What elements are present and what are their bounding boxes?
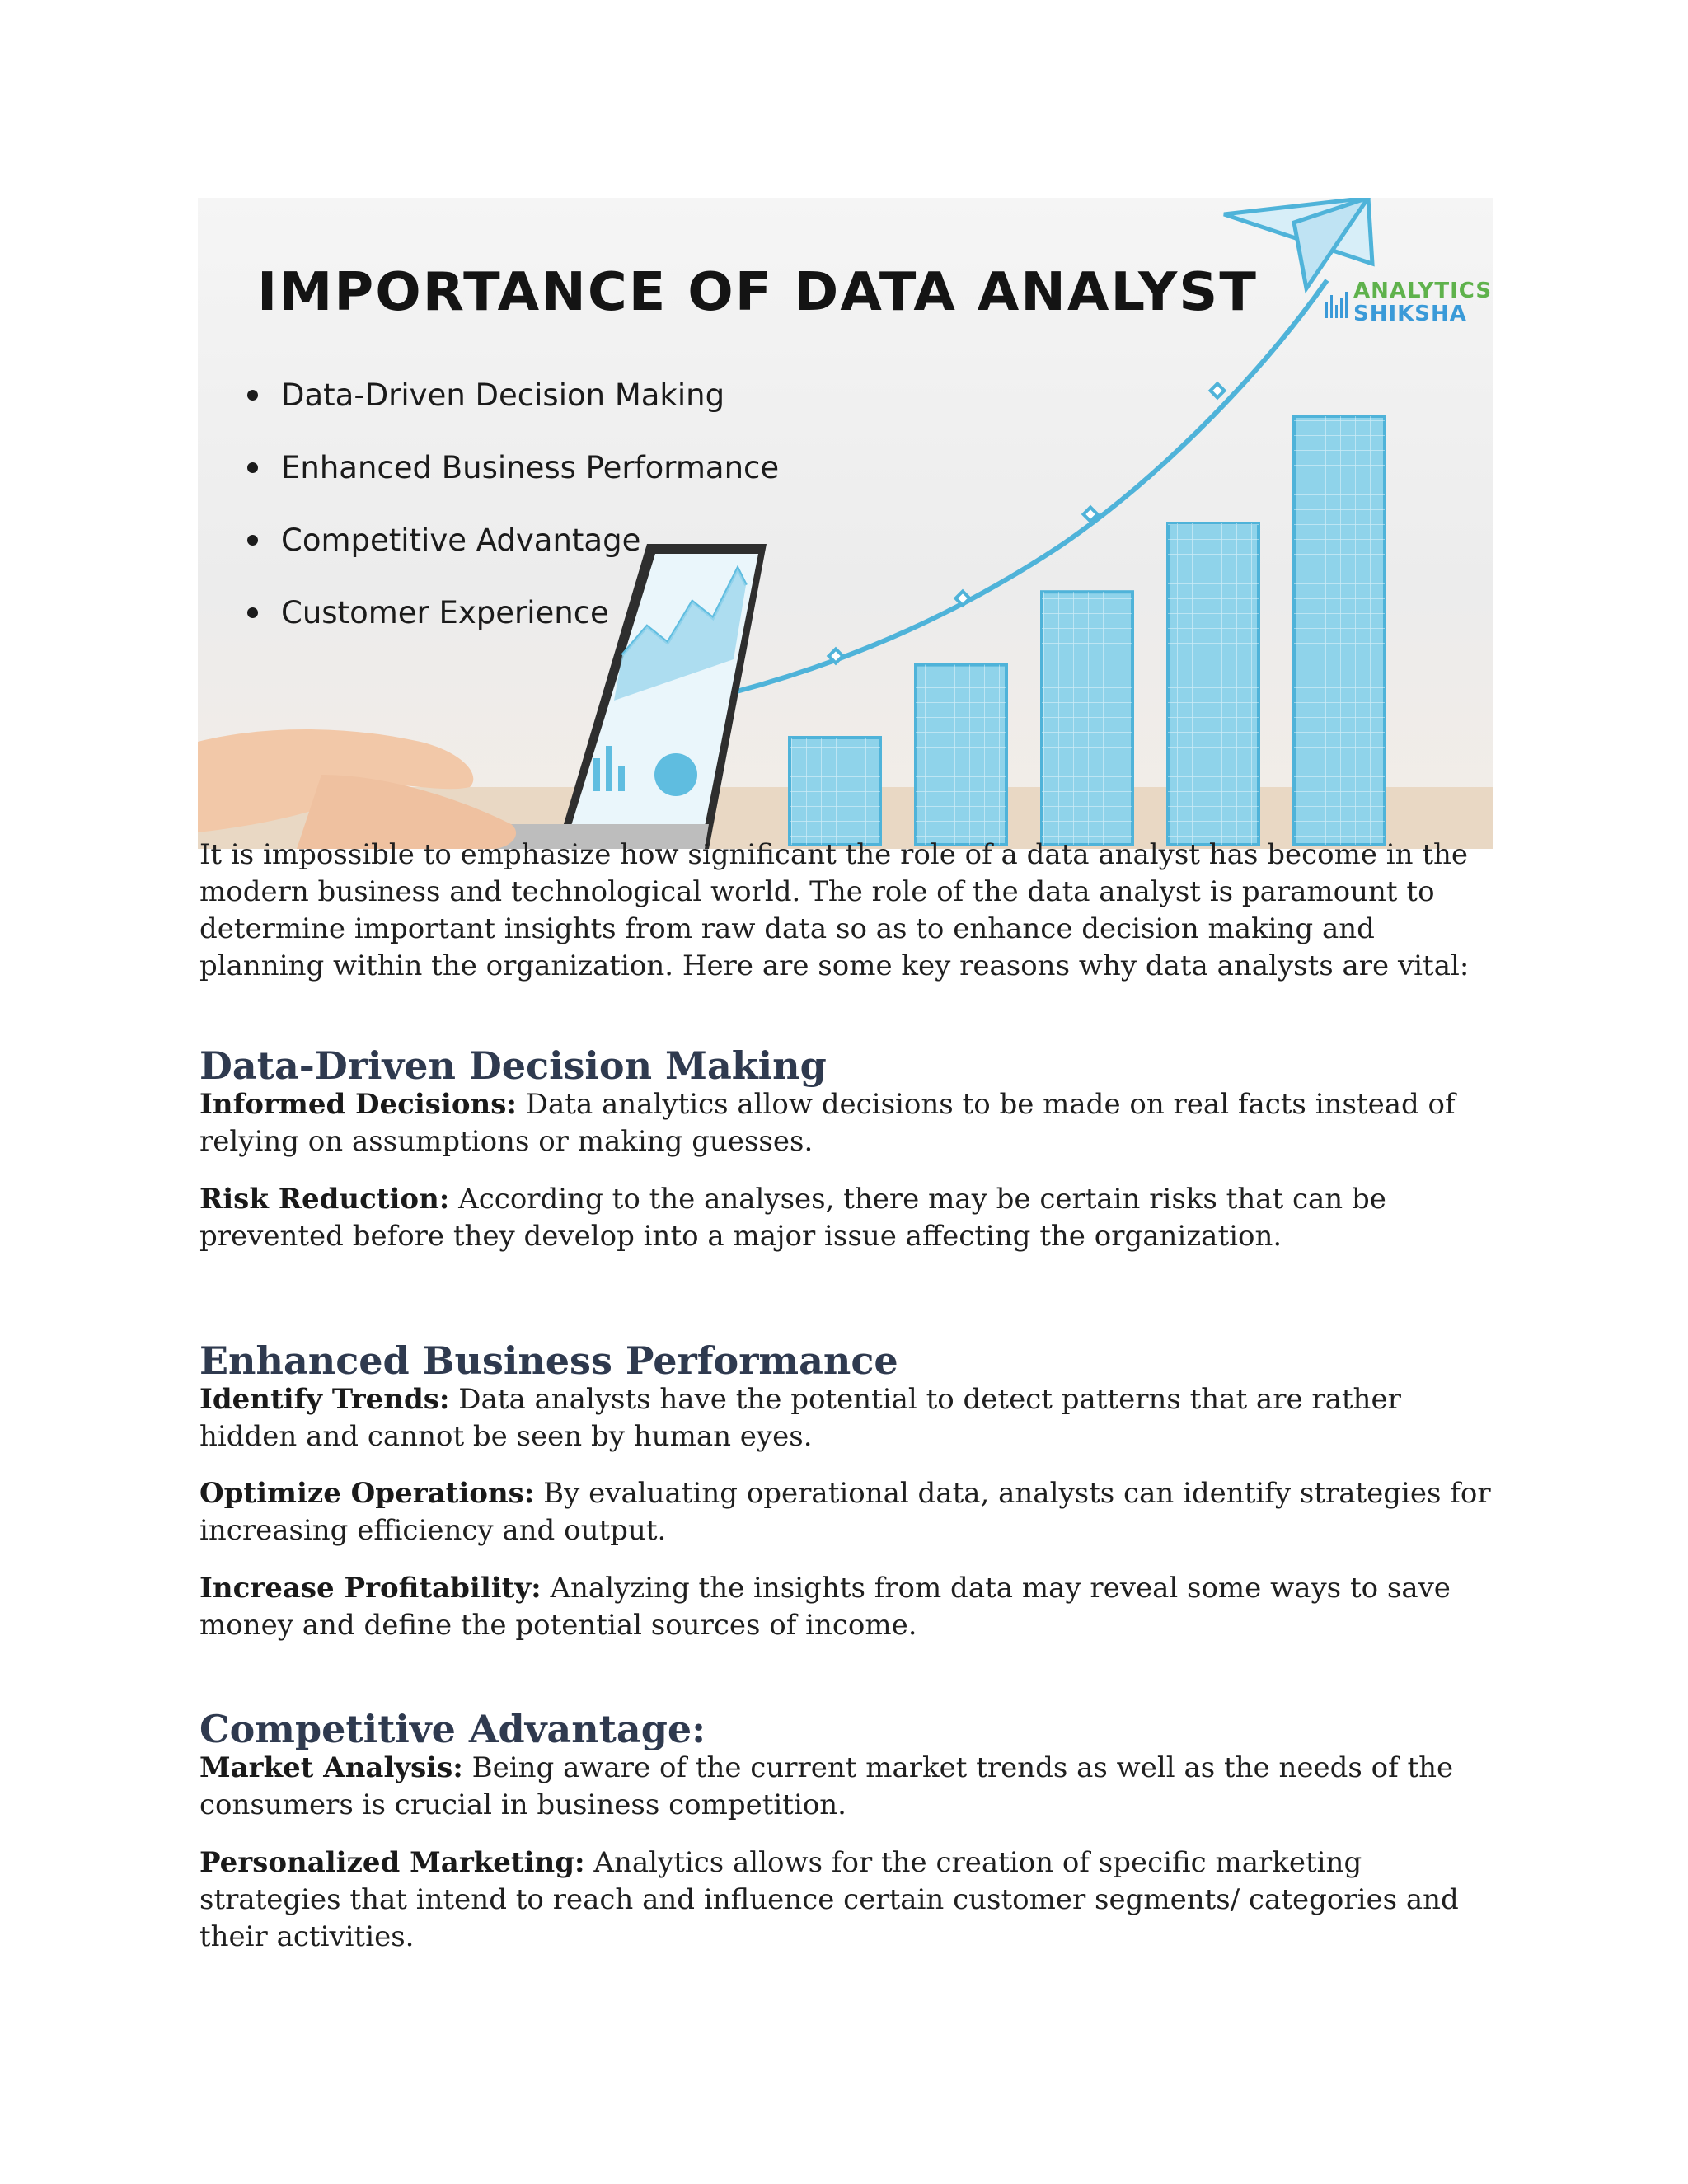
- analytics-shiksha-logo: [1325, 279, 1493, 328]
- banner-bar-grid: [1042, 592, 1132, 845]
- section-heading: Data-Driven Decision Making: [199, 1043, 827, 1088]
- section-heading: Enhanced Business Performance: [199, 1338, 898, 1383]
- logo-text-top: ANALYTICS: [1353, 279, 1493, 303]
- section-paragraph: Personalized Marketing: Analytics allows for the creation of specific marketing strategies that intend to reach and influence certain customer segments/ categories and their activities.: [199, 1846, 1459, 1953]
- banner-bullet: Data-Driven Decision Making: [247, 359, 779, 431]
- banner-bar-grid: [790, 738, 880, 845]
- banner-bar-grid: [916, 665, 1006, 845]
- banner-bar-grid: [1294, 416, 1385, 845]
- intro-paragraph: It is impossible to emphasize how significant the role of a data analyst has become in the modern business and technological world. The role of the data analyst is paramount to determine important insights from raw data so as to enhance decision making and planning within the organization. Here are some key reasons why data analysts are vital:: [199, 838, 1470, 982]
- bar-chart-graphic: [790, 416, 1385, 845]
- bullet-icon: [247, 607, 258, 618]
- curve-markers: [829, 384, 1225, 663]
- banner-bullet: Enhanced Business Performance: [247, 431, 779, 504]
- bullet-icon: [247, 462, 258, 473]
- bullet-icon: [247, 535, 258, 546]
- banner-bar-grid: [1168, 523, 1259, 845]
- section-paragraph: Informed Decisions: Data analytics allow decisions to be made on real facts instead of relying on assumptions or making guesses.: [199, 1088, 1456, 1158]
- section-paragraph: Increase Profitability: Analyzing the insights from data may reveal some ways to save money and define the potential sources of income.: [199, 1572, 1451, 1642]
- bullet-icon: [247, 390, 258, 401]
- section-paragraph: Risk Reduction: According to the analyses, there may be certain risks that can be prevented before they develop into a major issue affecting the organization.: [199, 1183, 1386, 1253]
- section-paragraph: Identify Trends: Data analysts have the potential to detect patterns that are rather hidden and cannot be seen by human eyes.: [199, 1383, 1401, 1453]
- banner-bullet: Customer Experience: [247, 576, 779, 649]
- banner-title: IMPORTANCE OF DATA ANALYST: [257, 262, 1258, 323]
- section-paragraph: Optimize Operations: By evaluating operational data, analysts can identify strategies for increasing efficiency and output.: [199, 1477, 1491, 1547]
- section-heading: Competitive Advantage:: [199, 1707, 706, 1751]
- section-paragraph: Market Analysis: Being aware of the current market trends as well as the needs of the consumers is crucial in business competition.: [199, 1751, 1454, 1821]
- banner-bullet: Competitive Advantage: [247, 504, 779, 576]
- banner-bullet-list: [247, 359, 779, 649]
- logo-text-bottom: SHIKSHA: [1353, 302, 1467, 326]
- banner-image: [198, 198, 1493, 849]
